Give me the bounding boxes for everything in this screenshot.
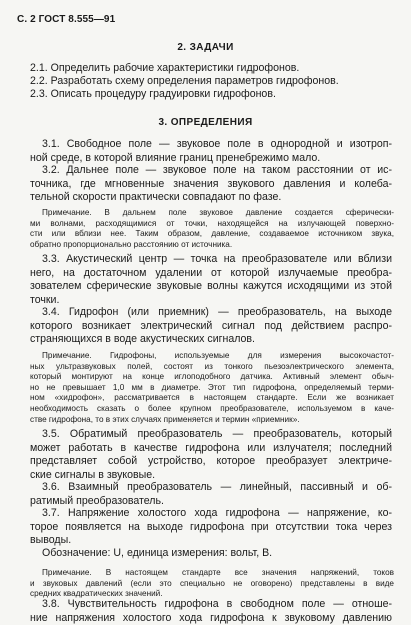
paragraph-line: 3.1. Свободное поле — звуковое поле в однородной и изотроп-: [42, 138, 392, 150]
note-line: необходимость сказать о более крупном преобразователе, используемом в каче-: [30, 403, 394, 413]
paragraph-line: страняющихся в воде акустических сигналов.: [30, 333, 255, 346]
paragraph-line: ние напряжения холостого хода гидрофона к звуковому давлению: [30, 611, 392, 624]
paragraph-line: него, на достаточном удалении от которой излучаемые преобра-: [30, 266, 392, 279]
note-line: но не превышает 1,0 мм в диаметре. Этот тип гидрофона, определяемый терми-: [30, 382, 394, 392]
paragraph-3-3: [30, 253, 392, 307]
paragraph-3-6: [30, 481, 392, 508]
paragraph-line: ной среде, в которой влияние границ пренебрежимо мало.: [30, 151, 321, 164]
paragraph-line: зователем сферические звуковые волны кажутся исходящими из этой: [30, 280, 392, 293]
paragraph-3-1: [30, 138, 392, 165]
section-title-tasks: 2. ЗАДАЧИ: [177, 42, 234, 53]
paragraph-line: 3.8. Чувствительность гидрофона в свободном поле — отноше-: [42, 598, 392, 610]
paragraph-3-4: [30, 306, 392, 347]
note-line: Примечание. В дальнем поле звуковое давление создается сферически-: [42, 208, 394, 217]
note-line: и звуковых давлений (если это специально не оговорено) представлены в виде: [30, 578, 394, 588]
paragraph-line: торое появляется на выходе гидрофона при отсутствии тока через: [30, 520, 392, 533]
paragraph-3-5: [30, 428, 392, 482]
note-line: который монтируют на конце иглоподобного датчика. Активный элемент обыч-: [30, 372, 394, 382]
paragraph-line: 3.5. Обратимый преобразователь — преобразователь, который: [42, 428, 392, 440]
task-item-3: 2.3. Описать процедуру градуировки гидрофонов.: [30, 88, 276, 100]
paragraph-3-2: [30, 164, 392, 205]
note-rms-values: [30, 568, 394, 600]
paragraph-line: 3.4. Гидрофон (или приемник) — преобразователь, на выходе: [42, 306, 392, 318]
task-item-2: 2.2. Разработать схему определения параметров гидрофонов.: [30, 75, 339, 87]
note-far-field: [30, 208, 394, 250]
note-line: сти или вблизи нее. Таким образом, давление, создаваемое источником звука,: [30, 229, 394, 239]
section-title-definitions: 3. ОПРЕДЕЛЕНИЯ: [158, 117, 253, 128]
paragraph-3-7: [30, 507, 392, 548]
note-line: ми волнами, расходящимися от точки, находящейся на излучающей поверхно-: [30, 218, 394, 228]
paragraph-3-8: [30, 598, 392, 625]
paragraph-line: 3.2. Дальнее поле — звуковое поле на таком расстоянии от ис-: [42, 164, 392, 176]
paragraph-line: тельной скорости практически совпадают по фазе.: [30, 191, 282, 204]
paragraph-line: выводы.: [30, 534, 72, 547]
paragraph-line: 3.6. Взаимный преобразователь — линейный, пассивный и об-: [42, 481, 392, 493]
paragraph-line: точки.: [30, 293, 60, 306]
note-line: обратно пропорционально расстоянию от источника.: [30, 239, 233, 249]
paragraph-line: 3.7. Напряжение холостого хода гидрофона — напряжение, ко-: [42, 507, 392, 519]
task-item-1: 2.1. Определить рабочие характеристики гидрофонов.: [30, 62, 300, 74]
note-hydrophones: [30, 351, 394, 425]
designation-line: Обозначение: U, единица измерения: вольт, В.: [42, 547, 273, 559]
paragraph-line: ские сигналы в звуковые.: [30, 468, 156, 481]
paragraph-line: 3.3. Акустический центр — точка на преобразователе или вблизи: [42, 253, 392, 265]
note-line: Примечание. Гидрофоны, используемые для измерения высокочастот-: [42, 351, 394, 360]
note-line: ных ультразвуковых полей, состоят из тонкого пьезоэлектрического элемента,: [30, 361, 394, 371]
note-line: стве гидрофона, то в этих случаях применяется и термин «приемник».: [30, 414, 300, 424]
note-line: средних квадратических значений.: [30, 589, 163, 599]
note-line: ном «хидрофон», рассматривается в настоящем стандарте. Если же возникает: [30, 393, 394, 403]
paragraph-line: может работать в качестве гидрофона или излучателя; последний: [30, 441, 392, 454]
note-line: Примечание. В настоящем стандарте все значения напряжений, токов: [42, 568, 394, 577]
page-header: С. 2 ГОСТ 8.555—91: [17, 14, 116, 25]
paragraph-line: которого возникает электрический сигнал под действием распро-: [30, 319, 392, 332]
paragraph-line: точника, где мгновенные значения звукового давления и колеба-: [30, 177, 392, 190]
paragraph-line: представляет собой устройство, которое преобразует электриче-: [30, 455, 392, 468]
paragraph-line: ратимый преобразователь.: [30, 494, 164, 507]
